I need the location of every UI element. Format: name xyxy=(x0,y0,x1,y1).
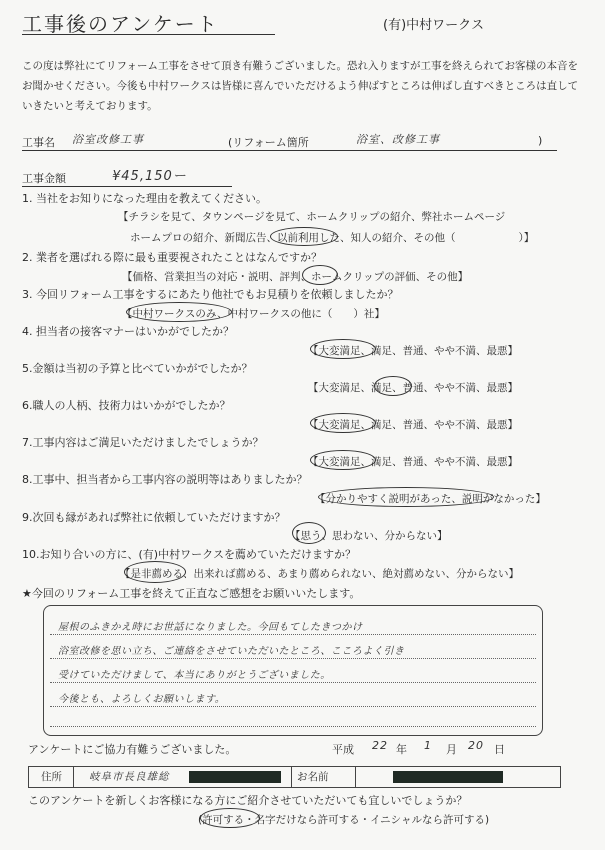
reform-location-value: 浴室、改修工事 xyxy=(356,133,440,146)
survey-title: 工事後のアンケート xyxy=(22,12,219,36)
answer-circle-q9 xyxy=(292,522,326,544)
question-1-options-a: 【チラシを見て、タウンページを見て、ホームクリップの紹介、弊社ホームページ xyxy=(118,211,506,223)
question-7-options: 【大変満足、満足、普通、やや不満、最悪】 xyxy=(308,456,518,468)
question-5: 5.金額は当初の予算と比べていかがでしたか？ xyxy=(22,362,253,375)
question-4: 4. 担当者の接客マナーはいかがでしたか？ xyxy=(22,325,234,338)
question-2: 2. 業者を選ばれる際に最も重要視されたことはなんですか？ xyxy=(22,251,322,264)
reform-location-close: ) xyxy=(538,134,543,147)
amount-value: ¥45,150ー xyxy=(112,169,187,184)
question-8-options: 【分かりやすく説明があった、説明がなかった】 xyxy=(315,493,546,505)
question-9: 9.次回も縁があれば弊社に依頼していただけますか？ xyxy=(22,511,286,524)
work-name-value: 浴室改修工事 xyxy=(72,133,144,146)
question-10: 10.お知り合いの方に、(有)中村ワークスを薦めていただけますか？ xyxy=(22,548,356,561)
comment-line-1: 屋根のふきかえ時にお世話になりました。今回もてしたきつかけ xyxy=(58,622,363,633)
redaction-block xyxy=(393,771,503,783)
question-7: 7.工事内容はご満足いただけましたでしょうか？ xyxy=(22,436,264,449)
comment-rule xyxy=(50,726,536,727)
question-3: 3. 今回リフォーム工事をするにあたり他社でもお見積りを依頼しましたか？ xyxy=(22,288,399,301)
answer-circle-q2 xyxy=(302,265,338,285)
question-2-options: 【価格、営業担当の対応・説明、評判、ホームクリップの評価、その他】 xyxy=(122,271,469,283)
address-label: 住所 xyxy=(41,771,62,783)
date-era: 平成 xyxy=(332,743,354,756)
date-month: 1 xyxy=(424,739,432,752)
answer-circle-q4 xyxy=(310,339,376,359)
cell-divider xyxy=(355,767,356,787)
question-6-options: 【大変満足、満足、普通、やや不満、最悪】 xyxy=(308,419,518,431)
comment-line-3: 受けていただけまして、本当にありがとうございました。 xyxy=(58,670,331,681)
cell-divider xyxy=(73,767,74,787)
comment-prompt: ★今回のリフォーム工事を終えて正直なご感想をお願いいたします。 xyxy=(22,587,361,600)
answer-circle-q3 xyxy=(126,302,232,322)
comment-rule xyxy=(50,658,536,659)
question-5-options: 【大変満足、満足、普通、やや不満、最悪】 xyxy=(308,382,518,394)
date-year: 22 xyxy=(372,739,388,752)
answer-circle-q5 xyxy=(374,376,412,396)
answer-circle-q6 xyxy=(310,413,376,433)
work-name-rule xyxy=(22,150,557,151)
cell-divider xyxy=(291,767,292,787)
address-name-row xyxy=(28,766,561,788)
answer-circle-q8 xyxy=(318,487,494,507)
answer-circle-q10 xyxy=(124,561,186,583)
answer-circle-introduce xyxy=(200,808,260,828)
amount-rule xyxy=(22,186,232,187)
introduce-question: このアンケートを新しくお客様になる方にご紹介させていただいても宜しいでしょうか？ xyxy=(28,794,468,807)
question-9-options: 【思う、思わない、分からない】 xyxy=(290,530,448,542)
comment-rule xyxy=(50,682,536,683)
address-value: 岐阜市長良雄総 xyxy=(89,771,170,783)
amount-label: 工事金額 xyxy=(22,172,66,185)
introduce-options: (許可する・名字だけなら許可する・イニシャルなら許可する) xyxy=(198,814,490,826)
comment-rule xyxy=(50,706,536,707)
question-10-options: 【是非薦める、出来れば薦める、あまり薦められない、絶対薦めない、分からない】 xyxy=(120,568,519,580)
intro-paragraph: この度は弊社にてリフォーム工事をさせて頂き有難うございました。恐れ入りますが工事を終えられてお客様の本音をお聞かせください。今後も中村ワークスは皆様に喜んでいただけるよう伸ばすところは伸ばし直すべきところは直していきたいと考えております。 xyxy=(22,60,579,112)
question-6: 6.職人の人柄、技術力はいかがでしたか？ xyxy=(22,399,231,412)
question-8: 8.工事中、担当者から工事内容の説明等はありましたか？ xyxy=(22,473,308,486)
answer-circle-q1 xyxy=(270,227,338,246)
date-day: 20 xyxy=(468,739,484,752)
reform-location-label: (リフォーム箇所 xyxy=(228,136,309,149)
comment-line-4: 今後とも、よろしくお願いします。 xyxy=(58,694,226,705)
question-4-options: 【大変満足、満足、普通、やや不満、最悪】 xyxy=(308,345,518,357)
name-label: お名前 xyxy=(297,771,329,783)
title-underline xyxy=(22,34,275,35)
work-name-label: 工事名 xyxy=(22,136,55,149)
question-1-options-b: ホームプロの紹介、新聞広告、以前利用した、知人の紹介、その他（ ）】 xyxy=(130,232,535,244)
comment-box xyxy=(43,605,543,736)
date-month-label: 月 xyxy=(446,743,457,756)
question-1: 1. 当社をお知りになった理由を教えてください。 xyxy=(22,192,267,205)
comment-rule xyxy=(50,634,536,635)
date-year-label: 年 xyxy=(396,743,407,756)
thanks-text: アンケートにご協力有難うございました。 xyxy=(28,743,237,756)
date-day-label: 日 xyxy=(494,743,505,756)
redaction-block xyxy=(189,771,281,783)
company-name: (有)中村ワークス xyxy=(383,18,485,33)
answer-circle-q7 xyxy=(310,450,376,470)
comment-line-2: 浴室改修を思い立ち、ご連絡をさせていただいたところ、こころよく引き xyxy=(58,646,405,657)
question-3-options: 【中村ワークスのみ、中村ワークスの他に（ ）社】 xyxy=(122,308,385,320)
